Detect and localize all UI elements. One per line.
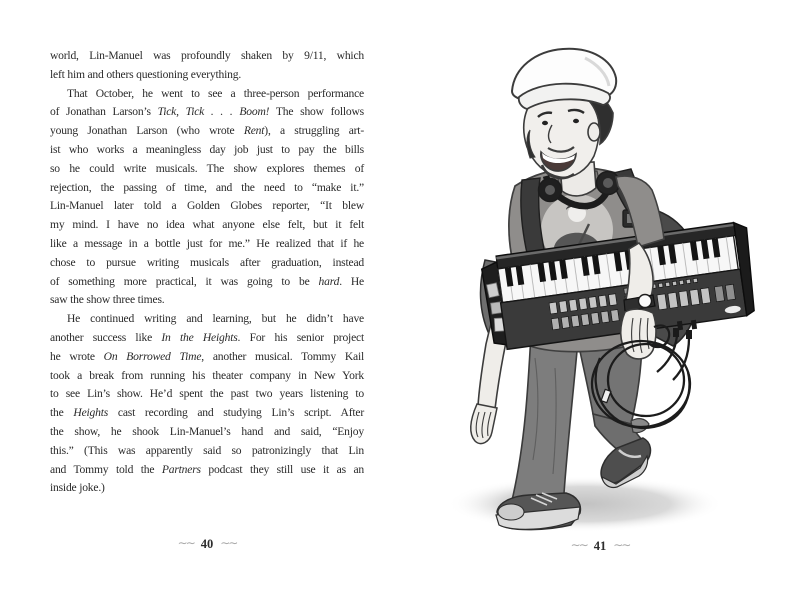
text-line: like a message in a bottle just for me.” He realized that if he [50,236,364,250]
text-line: he wrote On Borrowed Time, another musical. Tommy Kail [50,349,364,363]
page-folio-right [445,536,755,556]
text-line: my mind. I have no idea what anyone else felt, but it felt [50,218,364,232]
watch-face [639,295,652,308]
tilde-ornament: ∼∼ [570,538,587,552]
text-line: saw the show three times. [50,293,165,307]
text-line: the Heights cast recording and studying Lin’s script. After [50,406,365,420]
text-line: young Jonathan Larson (who wrote Rent), a struggling art- [50,124,364,138]
tilde-ornament: ∼∼ [220,536,237,550]
page-folio-left [50,534,364,554]
text-line: chose to pursue writing musicals after graduation, instead [50,255,364,269]
tilde-ornament: ∼∼ [177,536,194,550]
text-line: He continued writing and learning, but he didn’t have [67,312,364,326]
right-hand [621,309,656,359]
page-number: 40 [200,536,214,551]
text-line: and Tommy told the Partners podcast they still use it as an [50,462,364,476]
text-line: took a break from running his theater company in New York [50,368,364,382]
text-line: this.” (This was apparently said so patronizingly that Lin [50,443,364,457]
ear [588,123,600,141]
left-hand [471,404,497,444]
text-line: world, Lin-Manuel was profoundly shaken by 9/11, which [50,49,364,62]
text-line: Lin-Manuel later told a Golden Globes reporter, “It blew [50,199,364,213]
page-number: 41 [593,538,607,553]
text-line: to see Lin’s show. He’d spent the past two years listening to [50,387,364,401]
text-line: of Jonathan Larson’s Tick, Tick . . . Boom! The show follows [50,105,364,119]
keyboard-man-illustration [435,28,770,543]
text-line: of something more practical, it was going to be hard. He [50,274,365,288]
text-line: rejection, the passing of time, and the need to “make it.” [50,180,364,194]
text-line: inside joke.) [50,481,105,495]
text-line: ist who works a meaningless day job just to pay the bills [50,142,364,156]
text-line: so he could write musicals. The show explores themes of [50,161,364,175]
body-text [50,47,364,498]
text-line: the show, he shook Lin-Manuel’s hand and said, “Enjoy [50,424,364,438]
text-line: another success like In the Heights. For his senior project [50,330,364,344]
tilde-ornament: ∼∼ [613,538,630,552]
text-line: left him and others questioning everything. [50,67,242,81]
ground-shadow [447,476,723,532]
text-line: That October, he went to see a three-person performance [67,86,364,100]
